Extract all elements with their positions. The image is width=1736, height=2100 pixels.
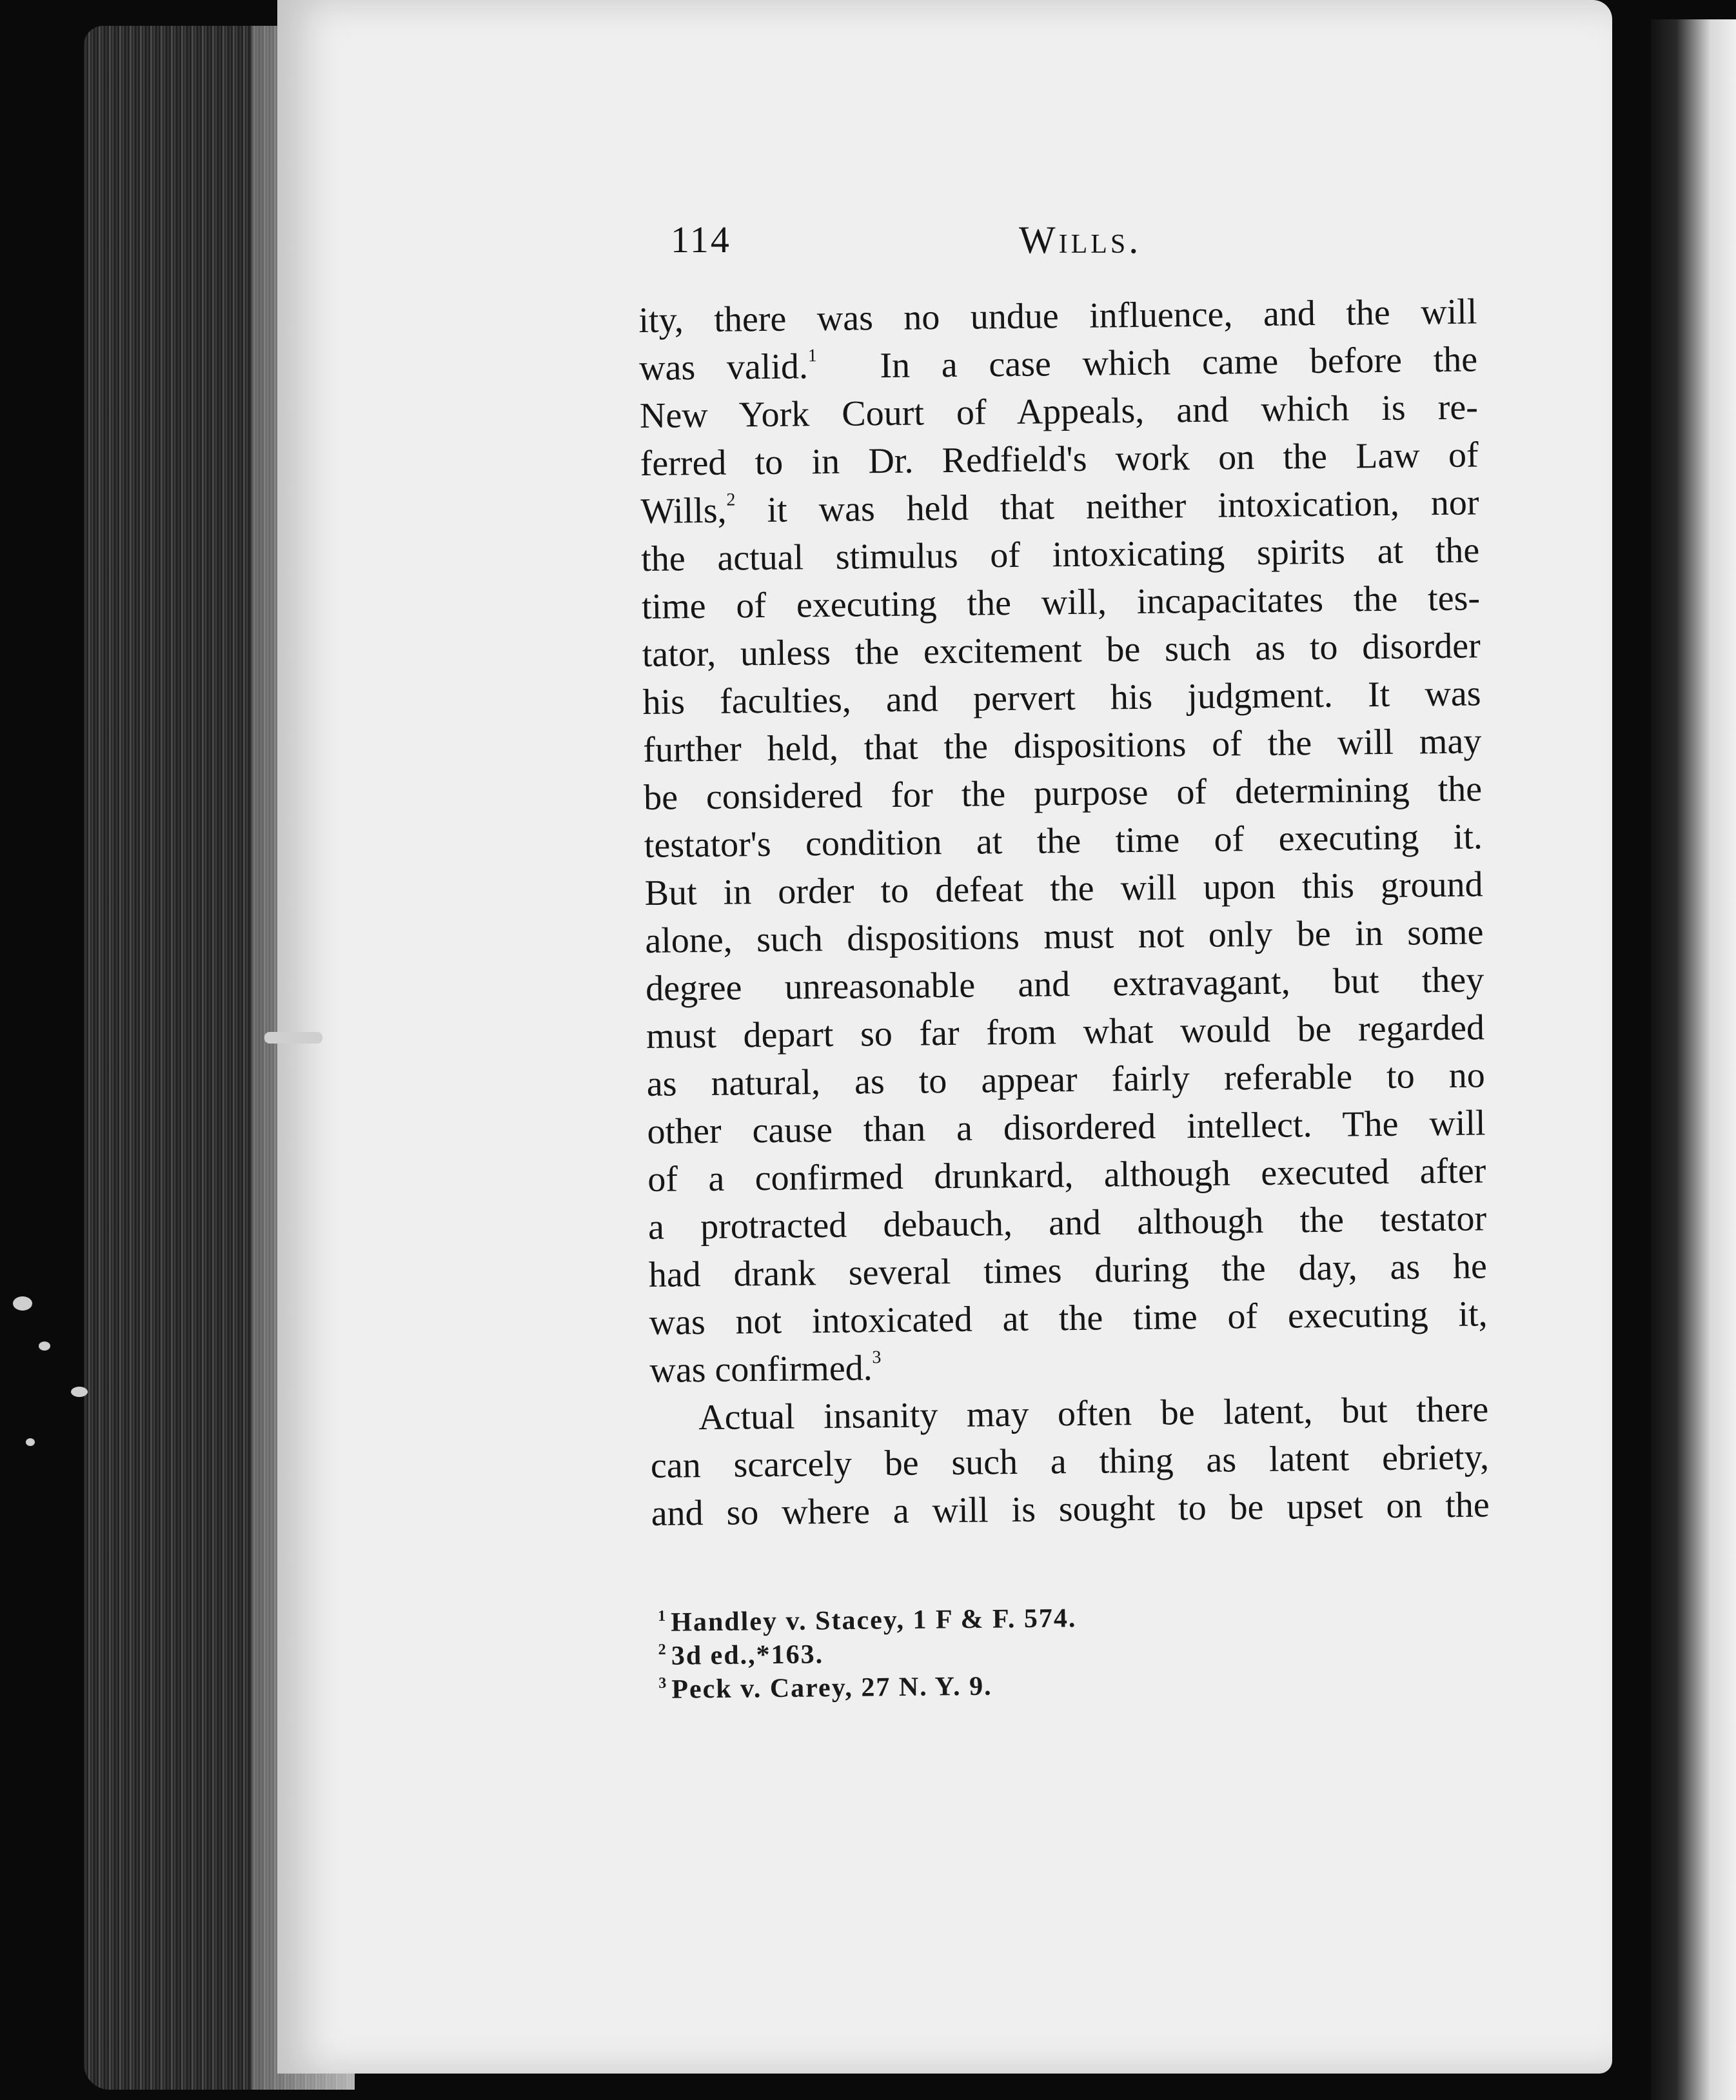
text-line: was not intoxicated at the time of executing it,	[649, 1294, 1488, 1343]
footnote-ref: 2	[726, 490, 736, 510]
text-line: further held, that the dispositions of the will may	[643, 721, 1482, 770]
footnote-marker: 3	[658, 1674, 668, 1692]
text-line: and so where a will is sought to be upset on the	[651, 1485, 1490, 1534]
text-line: ity, there was no undue influence, and the will	[638, 292, 1477, 341]
text-line: tator, unless the excitement be such as to disorder	[642, 626, 1481, 675]
text-line: ferred to in Dr. Redfield's work on the Law of	[640, 435, 1479, 484]
adjacent-page-edge	[1651, 19, 1736, 2100]
text-line: a protracted debauch, and although the testator	[647, 1198, 1487, 1247]
text-line: had drank several times during the day, as he	[648, 1246, 1488, 1295]
text-line: degree unreasonable and extravagant, but they	[645, 960, 1484, 1009]
footnote-ref: 1	[807, 346, 817, 366]
text-line: as natural, as to appear fairly referable to no	[646, 1055, 1486, 1104]
scan-speck	[13, 1296, 32, 1311]
page-header	[671, 218, 1483, 270]
footnote-ref: 3	[872, 1347, 882, 1368]
scan-speck	[71, 1387, 88, 1397]
text-line: Actual insanity may often be latent, but there	[698, 1389, 1489, 1438]
text-line: testator's condition at the time of executing it.	[644, 817, 1483, 866]
text-line: was confirmed.$^3$	[649, 1347, 882, 1391]
text-line: can scarcely be such a thing as latent ebriety,	[650, 1437, 1490, 1486]
text-line: other cause than a disordered intellect. The will	[647, 1103, 1486, 1152]
footnotes	[658, 1600, 1304, 1707]
page-number: 114	[671, 219, 731, 261]
scan-speck	[264, 1032, 322, 1044]
text-line: was valid.$^1$ In a case which came before the	[638, 339, 1478, 388]
text-line: Wills,$^2$ it was held that neither intoxication, nor	[640, 482, 1479, 531]
footnote: $^1$ Handley v. Stacey, 1 F & F. 574.	[658, 1603, 1077, 1638]
scan-speck	[26, 1438, 35, 1446]
scan-speck	[39, 1342, 50, 1351]
footnote-marker: 1	[658, 1607, 667, 1625]
body-text	[638, 288, 1490, 1538]
text-line: be considered for the purpose of determining the	[643, 769, 1483, 818]
text-line: New York Court of Appeals, and which is re-	[639, 387, 1479, 436]
footnote: $^3$ Peck v. Carey, 27 N. Y. 9.	[658, 1671, 992, 1705]
footnote-marker: 2	[658, 1641, 667, 1658]
text-line: time of executing the will, incapacitates the tes-	[641, 578, 1481, 627]
text-line: alone, such dispositions must not only be in some	[645, 912, 1484, 961]
footnote: $^2$ 3d ed.,*163.	[658, 1639, 824, 1671]
text-line: of a confirmed drunkard, although executed after	[647, 1151, 1486, 1200]
text-line: the actual stimulus of intoxicating spirits at the	[640, 530, 1480, 579]
text-line: But in order to defeat the will upon this ground	[644, 864, 1483, 913]
running-head: Wills.	[1019, 219, 1142, 261]
text-line: must depart so far from what would be regarded	[646, 1007, 1485, 1056]
text-line: his faculties, and pervert his judgment. It was	[642, 673, 1481, 722]
